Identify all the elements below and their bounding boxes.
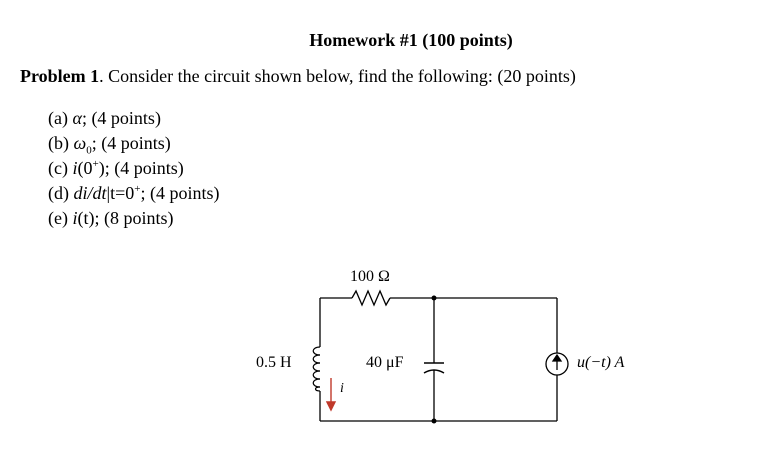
problem-label: Problem 1	[20, 66, 100, 86]
node-top	[432, 296, 437, 301]
source-arrow-icon	[553, 355, 561, 370]
current-arrow-icon	[327, 378, 335, 410]
question-a: (a) α; (4 points)	[48, 108, 161, 128]
question-e: (e) i(t); (8 points)	[48, 208, 174, 228]
node-bottom	[432, 419, 437, 424]
question-c: (c) i(0+); (4 points)	[48, 158, 184, 178]
capacitor-label: 40 μF	[366, 354, 404, 371]
source-label: u(−t) A	[577, 354, 625, 371]
inductor-label: 0.5 H	[256, 354, 292, 371]
question-b: (b) $\omega_0$; (4 points)	[48, 133, 171, 157]
inductor-symbol	[313, 347, 320, 391]
current-label: i	[340, 381, 344, 396]
document-title: Homework #1 (100 points)	[309, 30, 513, 50]
resistor-symbol	[352, 291, 390, 305]
question-d: (d) di/dt|t=0+; (4 points)	[48, 183, 220, 203]
problem-text: . Consider the circuit shown below, find the following: (20 points)	[99, 66, 576, 86]
resistor-label: 100 Ω	[350, 268, 390, 285]
